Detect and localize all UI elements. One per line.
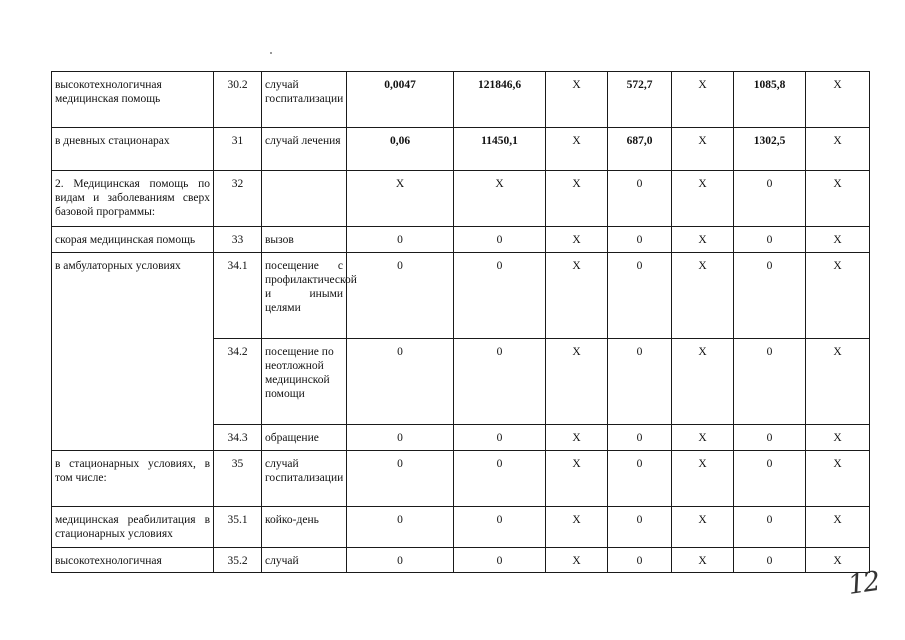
value-cell: X [806, 72, 870, 128]
value-cell: 0 [454, 227, 546, 253]
table-row [52, 227, 870, 253]
value-cell: X [546, 425, 608, 451]
value-cell: 0 [347, 425, 454, 451]
value-cell: X [672, 548, 734, 573]
row-code: 34.2 [214, 339, 262, 425]
handwritten-page-number: 12 [845, 566, 881, 601]
value-cell: 1085,8 [734, 72, 806, 128]
value-cell: X [546, 339, 608, 425]
value-cell: 0 [608, 425, 672, 451]
value-cell: 0 [608, 507, 672, 548]
row-code: 34.1 [214, 253, 262, 339]
value-cell: X [672, 425, 734, 451]
value-cell: X [672, 72, 734, 128]
row-unit: койко-день [262, 507, 347, 548]
value-cell: X [672, 171, 734, 227]
row-code: 35.2 [214, 548, 262, 573]
value-cell: 0 [608, 253, 672, 339]
value-cell: 1302,5 [734, 128, 806, 171]
row-unit: случай лечения [262, 128, 347, 171]
row-code: 35.1 [214, 507, 262, 548]
table-row [52, 507, 870, 548]
table-row [52, 548, 870, 573]
value-cell: X [546, 451, 608, 507]
value-cell: 0 [347, 507, 454, 548]
value-cell: 0 [454, 507, 546, 548]
row-code: 34.3 [214, 425, 262, 451]
value-cell: X [806, 507, 870, 548]
row-unit [262, 171, 347, 227]
row-name: высокотехнологичная медицинская помощь [52, 72, 214, 128]
value-cell: 0 [734, 253, 806, 339]
value-cell: 11450,1 [454, 128, 546, 171]
value-cell: X [546, 128, 608, 171]
value-cell: X [546, 72, 608, 128]
value-cell: 0,0047 [347, 72, 454, 128]
program-table [51, 71, 870, 573]
row-code: 35 [214, 451, 262, 507]
value-cell: X [672, 507, 734, 548]
value-cell: 0,06 [347, 128, 454, 171]
value-cell: X [347, 171, 454, 227]
row-name: скорая медицинская помощь [52, 227, 214, 253]
value-cell: 0 [608, 227, 672, 253]
value-cell: X [806, 451, 870, 507]
row-name: в амбулаторных условиях [52, 253, 214, 451]
value-cell: X [454, 171, 546, 227]
value-cell: 0 [454, 451, 546, 507]
row-unit: случай госпитализации [262, 72, 347, 128]
value-cell: 0 [734, 171, 806, 227]
value-cell: 0 [608, 171, 672, 227]
row-unit: посещение с профилактической и иными целями [262, 253, 347, 339]
value-cell: 0 [734, 451, 806, 507]
table-row [52, 253, 870, 339]
value-cell: X [672, 227, 734, 253]
row-name: 2. Медицинская помощь по видам и заболеваниям сверх базовой программы: [52, 171, 214, 227]
value-cell: 0 [734, 507, 806, 548]
value-cell: 0 [347, 451, 454, 507]
value-cell: X [672, 339, 734, 425]
table-row [52, 451, 870, 507]
value-cell: X [806, 227, 870, 253]
row-unit: случай [262, 548, 347, 573]
value-cell: 0 [734, 339, 806, 425]
value-cell: X [546, 253, 608, 339]
value-cell: 0 [347, 548, 454, 573]
value-cell: 0 [608, 548, 672, 573]
value-cell: X [806, 339, 870, 425]
value-cell: X [806, 128, 870, 171]
value-cell: X [546, 227, 608, 253]
value-cell: X [672, 128, 734, 171]
value-cell: X [806, 548, 870, 573]
value-cell: X [546, 171, 608, 227]
value-cell: X [806, 171, 870, 227]
row-code: 33 [214, 227, 262, 253]
value-cell: X [672, 253, 734, 339]
table-row [52, 72, 870, 128]
value-cell: 0 [454, 253, 546, 339]
value-cell: 121846,6 [454, 72, 546, 128]
value-cell: X [546, 507, 608, 548]
row-code: 31 [214, 128, 262, 171]
row-name: в стационарных условиях, в том числе: [52, 451, 214, 507]
value-cell: X [546, 548, 608, 573]
row-code: 32 [214, 171, 262, 227]
value-cell: 0 [734, 425, 806, 451]
value-cell: X [806, 425, 870, 451]
value-cell: 0 [454, 425, 546, 451]
row-code: 30.2 [214, 72, 262, 128]
value-cell: 0 [608, 451, 672, 507]
row-unit: посещение по неотложной медицинской помощи [262, 339, 347, 425]
value-cell: 0 [347, 227, 454, 253]
table-row [52, 128, 870, 171]
table-row [52, 171, 870, 227]
value-cell: 0 [608, 339, 672, 425]
value-cell: 687,0 [608, 128, 672, 171]
value-cell: 0 [454, 548, 546, 573]
row-name: высокотехнологичная [52, 548, 214, 573]
value-cell: 0 [347, 339, 454, 425]
value-cell: X [672, 451, 734, 507]
row-name: в дневных стационарах [52, 128, 214, 171]
value-cell: 0 [734, 227, 806, 253]
row-unit: вызов [262, 227, 347, 253]
value-cell: 572,7 [608, 72, 672, 128]
scan-speck [270, 52, 272, 54]
row-unit: случай госпитализации [262, 451, 347, 507]
row-unit: обращение [262, 425, 347, 451]
value-cell: 0 [347, 253, 454, 339]
row-name: медицинская реабилитация в стационарных условиях [52, 507, 214, 548]
value-cell: X [806, 253, 870, 339]
value-cell: 0 [734, 548, 806, 573]
value-cell: 0 [454, 339, 546, 425]
